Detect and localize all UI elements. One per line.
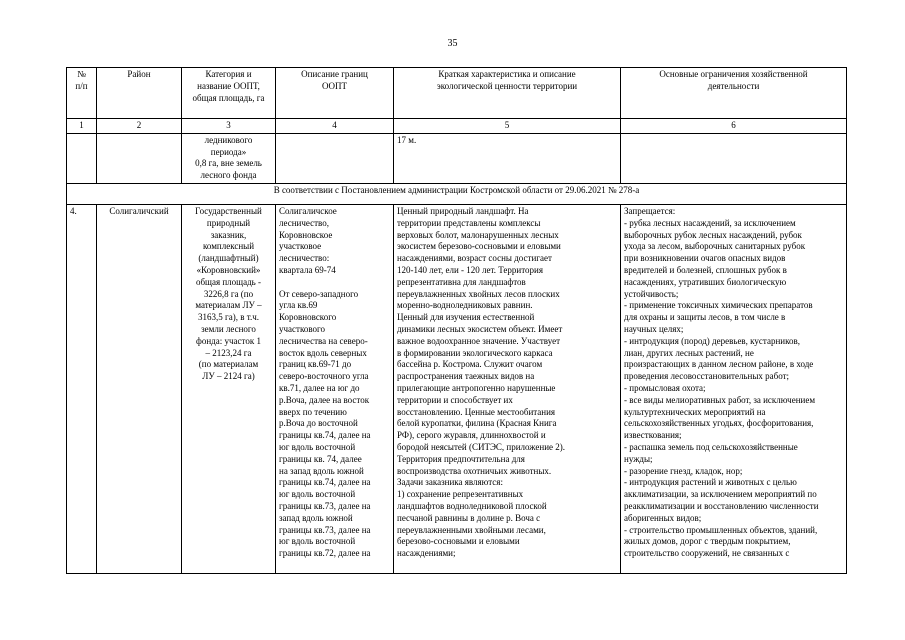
header-num: № п/п [67, 68, 97, 119]
cont-characteristics-cell: 17 м. [394, 133, 621, 183]
cont-num-cell [67, 133, 97, 183]
header-restrictions: Основные ограничения хозяйственной деятельности [621, 68, 847, 119]
row-restrictions-cell: Запрещается: - рубка лесных насаждений, за исключением выборочных рубок лесных насаждений, рубок ухода за лесом, выборочных санитарных рубок при возникновении очагов опасных видов вредителей и болезней, сплошных рубок в насаждениях, утративших биологическую устойчивость; - применение токсичных химических препаратов для охраны и защиты лесов, в том числе в научных целях; - интродукция (пород) деревьев, кустарников, лиан, других лесных растений, не произрастающих в данном лесном районе, в ходе проведения лесовосстановительных работ; - промысловая охота; - все виды мелиоративных работ, за исключением культуртехнических мероприятий на сельскохозяйственных угодьях, фосфоритования, известкования; - распашка земель под сельскохозяйственные нужды; - разорение гнезд, кладок, нор; - интродукция растений и животных с целью акклиматизации, за исключением мероприятий по реакклиматизации и восстановлению численности аборигенных видов; - строительство промышленных объектов, зданий, жилых домов, дорог с твердым покрытием, строительство сооружений, не связанных с [621, 204, 847, 573]
row-category-cell: Государственный природный заказник, комплексный (ландшафтный) «Коровновский» общая площадь - 3226,8 га (по материалам ЛУ – 3163,5 га), в т.ч. земли лесного фонда: участок 1 – 2123,24 га (по материалам ЛУ – 2124 га) [182, 204, 276, 573]
table-header-row [67, 68, 847, 119]
column-number: 5 [394, 119, 621, 134]
cont-boundaries-cell [276, 133, 394, 183]
page-number: 35 [447, 38, 458, 49]
header-boundaries: Описание границ ООПТ [276, 68, 394, 119]
cont-district-cell [97, 133, 182, 183]
section-title-row [67, 183, 847, 204]
cont-restrictions-cell [621, 133, 847, 183]
header-characteristics: Краткая характеристика и описание экологической ценности территории [394, 68, 621, 119]
row-characteristics-cell: Ценный природный ландшафт. На территории представлены комплексы верховых болот, малонарушенных лесных экосистем березово-сосновыми и еловыми насаждениями, возраст сосны достигает 120-140 лет, ели - 120 лет. Территория репрезентативна для ландшафтов переувлажненных хвойных лесов плоских моренно-водноледниковых равнин. Ценный для изучения естественной динамики лесных экосистем объект. Имеет важное водоохранное значение. Участвует в формировании экологического каркаса бассейна р. Кострома. Служит очагом распространения таежных видов на прилегающие антропогенно нарушенные территории и способствует их восстановлению. Ценные местообитания белой куропатки, филина (Красная Книга РФ), серого журавля, длиннохвостой и бородой неясытей (СИТЭС, приложение 2). Территория предпочтительна для воспроизводства охотничьих животных. Задачи заказника являются: 1) сохранение репрезентативных ландшафтов водноледниковой плоской песчаной равнины в долине р. Воча с переувлажненными хвойными лесами, березово-сосновыми и еловыми насаждениями; [394, 204, 621, 573]
row-boundaries-cell: Солигаличское лесничество, Коровновское участковое лесничество: квартала 69-74 От северо-западного угла кв.69 Коровновского участкового лесничества на северо- восток вдоль северных границ кв.69-71 до северо-восточного угла кв.71, далее на юг до р.Воча, далее на восток вверх по течению р.Воча до восточной границы кв.74, далее на юг вдоль восточной границы кв. 74, далее на запад вдоль южной границы кв.74, далее на юг вдоль восточной границы кв.73, далее на запад вдоль южной границы кв.73, далее на юг вдоль восточной границы кв.72, далее на [276, 204, 394, 573]
column-number: 3 [182, 119, 276, 134]
row-num-cell: 4. [67, 204, 97, 573]
header-district: Район [97, 68, 182, 119]
column-number-row [67, 119, 847, 134]
column-number: 1 [67, 119, 97, 134]
section-title: В соответствии с Постановлением администрации Костромской области от 29.06.2021 № 278-а [67, 183, 847, 204]
header-category: Категория и название ООПТ, общая площадь, га [182, 68, 276, 119]
table-row [67, 204, 847, 573]
cont-category-cell: ледникового периода» 0,8 га, вне земель лесного фонда [182, 133, 276, 183]
column-number: 2 [97, 119, 182, 134]
row-district-cell: Солигаличский [97, 204, 182, 573]
column-number: 6 [621, 119, 847, 134]
continuation-row [67, 133, 847, 183]
column-number: 4 [276, 119, 394, 134]
protected-areas-table [66, 67, 847, 574]
